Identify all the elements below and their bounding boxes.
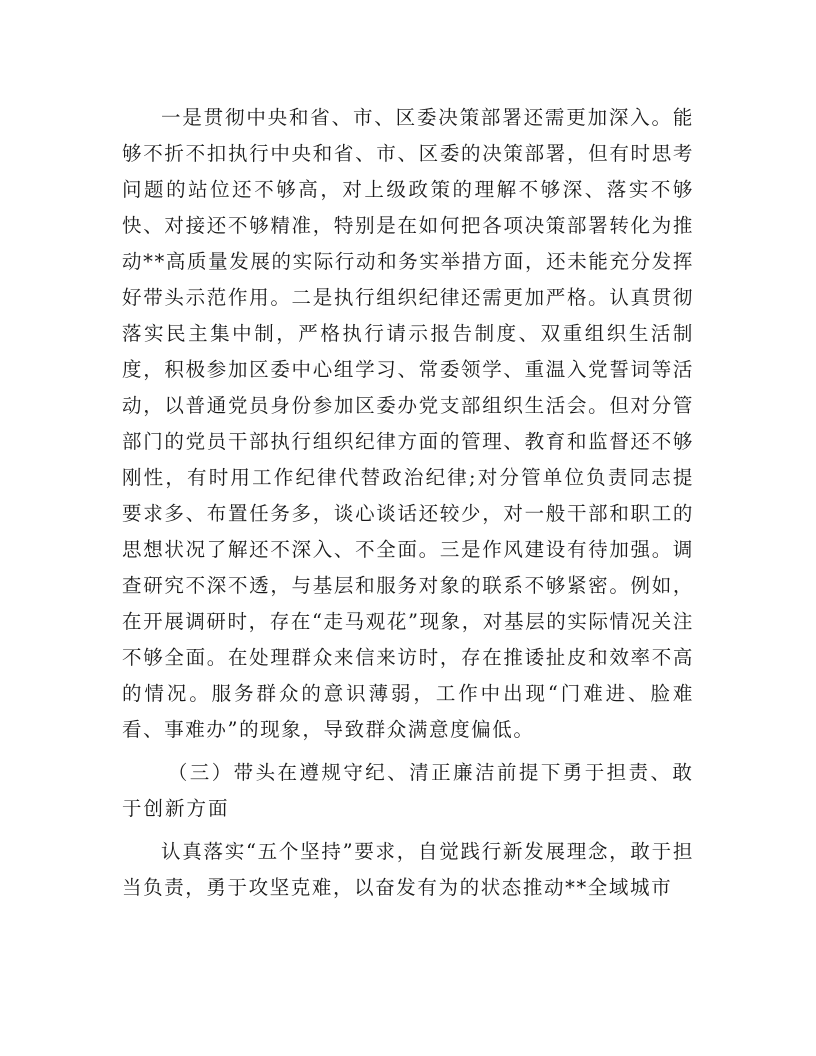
section-heading-3: （三）带头在遵规守纪、清正廉洁前提下勇于担责、敢于创新方面 <box>122 761 694 820</box>
body-paragraph-issues: 一是贯彻中央和省、市、区委决策部署还需更加深入。能够不折不扣执行中央和省、市、区委的决策部署，但有时思考问题的站位还不够高，对上级政策的理解不够深、落实不够快、对接还不够精准，特别是在如何把各项决策部署转化为推动**高质量发展的实际行动和务实举措方面，还未能充分发挥好带头示范作用。二是执行组织纪律还需更加严格。认真贯彻落实民主集中制，严格执行请示报告制度、双重组织生活制度，积极参加区委中心组学习、常委领学、重温入党誓词等活动，以普通党员身份参加区委办党支部组织生活会。但对分管部门的党员干部执行组织纪律方面的管理、教育和监督还不够刚性，有时用工作纪律代替政治纪律;对分管单位负责同志提要求多、布置任务多，谈心谈话还较少，对一般干部和职工的思想状况了解还不深入、不全面。三是作风建设有待加强。调查研究不深不透，与基层和服务对象的联系不够紧密。例如，在开展调研时，存在“走马观花”现象，对基层的实际情况关注不够全面。在处理群众来信来访时，存在推诿扯皮和效率不高的情况。服务群众的意识薄弱，工作中出现“门难进、脸难看、事难办”的现象，导致群众满意度偏低。 <box>122 106 694 741</box>
body-paragraph-section-3: 认真落实“五个坚持”要求，自觉践行新发展理念，敢于担当负责，勇于攻坚克难，以奋发有为的状态推动**全域城市 <box>122 840 694 899</box>
document-body <box>122 100 694 906</box>
